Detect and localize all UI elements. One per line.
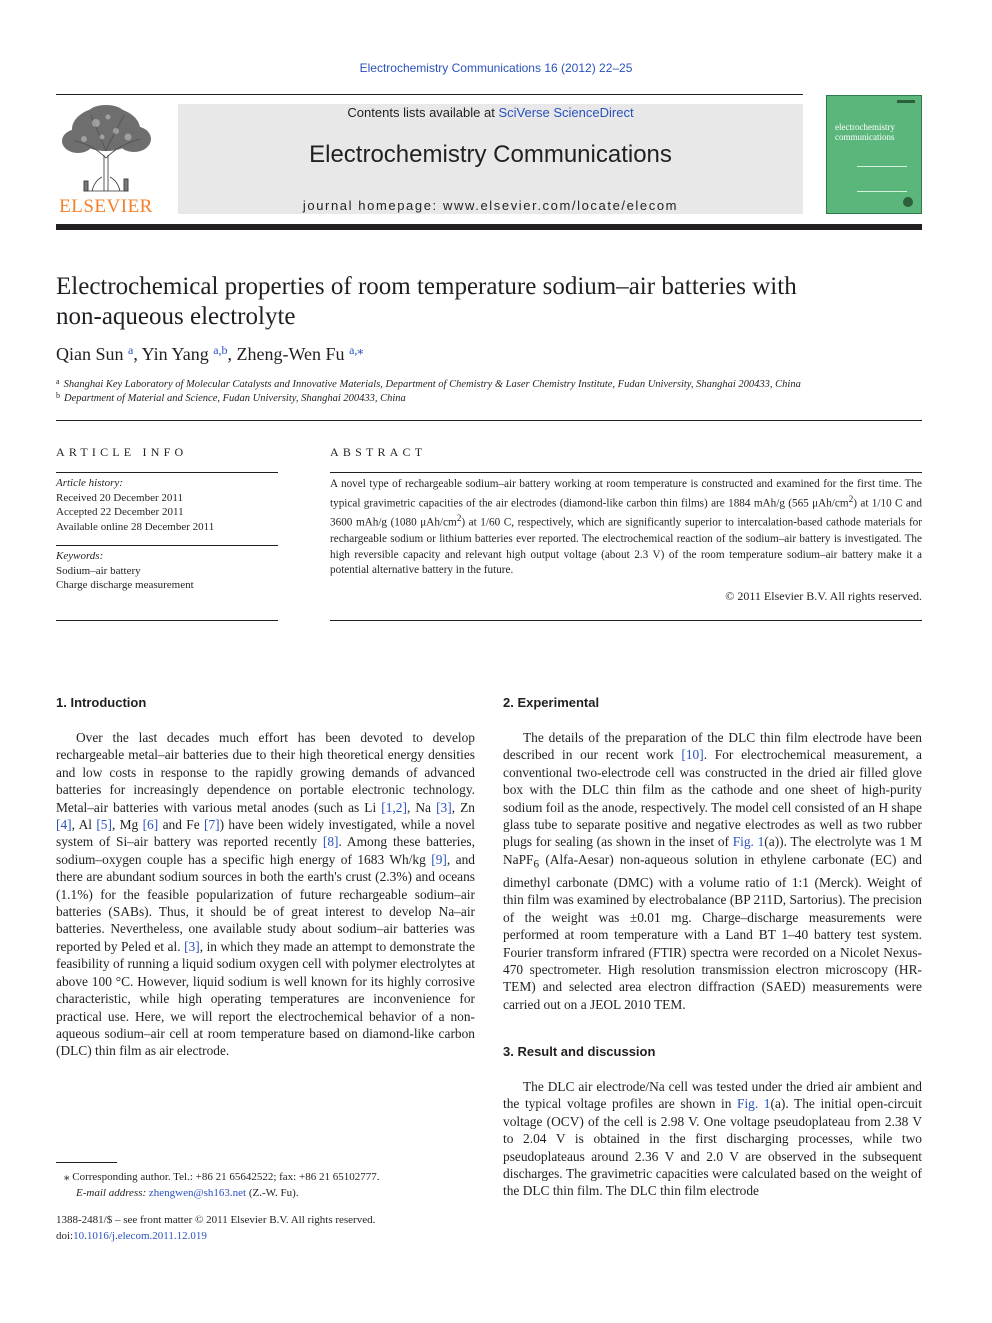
experimental-paragraph [503, 729, 922, 1013]
superscript: 2 [456, 514, 462, 525]
journal-homepage [178, 198, 803, 213]
front-matter-text: 1388-2481/$ – see front matter © 2011 Elsevier B.V. All rights reserved. [56, 1214, 376, 1226]
front-matter [56, 1213, 475, 1244]
section-heading-introduction: 1. Introduction [56, 695, 147, 710]
body-text: , in which they made an attempt to demonstrate the feasibility of running a liquid sodium oxygen cell with polymer electrolytes at above 100 °C. However, liquid sodium is well known for its highly corrosive characteristic, while high operating temperatures are inconvenience for practical use. Here, we will report the electrochemical behavior of a non-aqueous sodium–air cell at room temperature based on diamond-like carbon (DLC) thin film as air electrode. [56, 938, 476, 1059]
received-date: Received 20 December 2011 [56, 491, 183, 504]
body-text: The DLC air electrode/Na cell was tested under the dried air ambient and the typical voltage profiles are shown in [503, 1079, 922, 1112]
journal-title: Electrochemistry Communications [309, 141, 672, 168]
section-heading-results: 3. Result and discussion [503, 1044, 656, 1059]
citation-link[interactable]: [4] [56, 817, 72, 833]
body-text: (a). The initial open-circuit voltage (OCV) of the cell is 2.98 V. One voltage pseudoplateau from 2.38 V to 2.04 V is obtained in the first discharging processes, while two pseudoplateaus around 2.36 V and 2.0 V are observed in the subsequent discharges. The gravimetric capacities were calculated based on the weight of the DLC thin film. The DLC thin film electrode [503, 1096, 922, 1199]
author-affiliation-sup[interactable]: a [128, 343, 134, 357]
accepted-date: Accepted 22 December 2011 [56, 506, 184, 518]
citation-link[interactable]: [7] [203, 817, 220, 833]
citation-link[interactable]: [3] [184, 938, 200, 954]
footnote-text: (Z.-W. Fu). [246, 1186, 299, 1199]
body-text: (Alfa-Aesar) non-aqueous solution in ethylene carbonate (EC) and dimethyl carbonate (DMC) with a volume ratio of 1:1 (Merck). Weight of thin film was examined by electrobalance (BP 211D, Sartorius). The precision of the weight was ±0.01 mg. Charge–discharge measurements were performed at room temperature with a Land BT 1–40 battery test system. Fourier transform infrared (FTIR) spectra were recorded on a Nicolet Nexus-470 spectrometer. High resolution transmission electron microscopy (HR-TEM) and selected area electron diffraction (SAED) measurements were carried out on a JEOL 2010 TEM. [503, 851, 922, 1012]
results-paragraph [503, 1078, 922, 1200]
keyword: Sodium–air battery [56, 564, 141, 577]
elsevier-wordmark: ELSEVIER [59, 196, 153, 217]
figure-link[interactable]: Fig. 1 [732, 834, 765, 850]
affiliation-label: a [56, 377, 60, 386]
cover-seal-icon [903, 197, 913, 207]
citation-link[interactable]: [6] [142, 817, 159, 833]
info-rule [56, 472, 278, 473]
top-rule [56, 94, 803, 95]
footnote-text: Corresponding author. Tel.: +86 21 65642522; fax: +86 21 65102777. [69, 1171, 380, 1183]
email-label: E-mail address: [76, 1186, 149, 1199]
abstract-rule [330, 472, 922, 473]
body-text: (a)). The electrolyte was 1 M NaPF [503, 834, 922, 867]
journal-cover-image[interactable] [826, 95, 922, 214]
elsevier-tree-icon [56, 103, 156, 195]
author-affiliation-sup[interactable]: a,b [213, 343, 228, 357]
citation-link[interactable]: [9] [431, 851, 447, 867]
corresponding-author-footnote [56, 1170, 475, 1201]
citation-link[interactable]: [10] [681, 747, 704, 763]
abstract-text-part: ) at 1/60 C, respectively, which are significantly superior to intercalation-based cathode materials for rechargeable sodium or lithium batteries ever reported. The electrochemical reaction of the sodium–air battery is investigated. The high reversible capacity and relevant high output voltage (about 2.3 V) of the room temperature sodium–air battery make it a potential alternative battery in the future. [330, 517, 923, 577]
affiliation-text: Department of Material and Science, Fudan University, Shanghai 200433, China [64, 393, 406, 404]
body-text: , Mg [111, 817, 143, 833]
contents-line [178, 105, 803, 120]
affiliation-b [56, 391, 926, 404]
footnote-rule [56, 1162, 117, 1163]
author-affiliation-sup[interactable]: a,⁎ [349, 343, 364, 357]
abstract-heading: ABSTRACT [330, 445, 427, 459]
info-rule [56, 545, 278, 546]
affiliation-a [56, 377, 926, 390]
body-text: , and there are abundant sodium sources in both the earth's crust (2.3%) and oceans (1.1%) for the feasible popularization of future rechargeable sodium–air batteries (SABs). Thus, it should be of great interest to develop Na–air batteries. Nevertheless, one available study about sodium–air batteries was reported by Peled et al. [56, 851, 475, 954]
citation-link[interactable]: [3] [436, 799, 452, 815]
homepage-url-link[interactable]: www.elsevier.com/locate/elecom [442, 198, 679, 213]
author-name[interactable]: Yin Yang [141, 344, 209, 364]
author-list: Qian Sun $^a$, Yin Yang $^{a,b}$, Zheng-Wen Fu $^{a,⁎}$ [56, 343, 364, 364]
body-text: . For electrochemical measurement, a conventional two-electrode cell was constructed in the dried air filled glove box with the DLC thin film as the cathode and one sheet of high-purity sodium foil as the anode, respectively. The model cell consisted of an H shape glass tube to separate positive and negative electrodes as well as two rubber plugs for sealing (as shown in the inset of [503, 747, 922, 850]
doi-label: doi: [56, 1229, 74, 1242]
subscript: 6 [533, 858, 540, 871]
citation-link[interactable]: [8] [322, 834, 339, 850]
body-text: The details of the preparation of the DLC thin film electrode have been described in our recent work [503, 730, 922, 763]
body-text: , Na [406, 799, 437, 815]
journal-reference-link[interactable]: Electrochemistry Communications 16 (2012) 22–25 [359, 61, 633, 75]
abstract-text-part: ) at 1/10 C and 3600 mAh/g (1080 μAh/cm [330, 497, 922, 530]
affiliation-label: b [56, 391, 60, 400]
contents-prefix: Contents lists available at [347, 105, 499, 120]
cover-lines [857, 166, 907, 192]
footnote-marker: ⁎ [64, 1171, 70, 1183]
article-title [56, 272, 926, 332]
abstract-body [330, 477, 922, 579]
article-history [56, 476, 278, 534]
affiliation-text: Shanghai Key Laboratory of Molecular Catalysts and Innovative Materials, Department of Chemistry & Laser Chemistry Institute, Fudan University, Shanghai 200433, China [63, 379, 801, 390]
author-name[interactable]: Zheng-Wen Fu [236, 344, 345, 364]
keywords [56, 549, 278, 593]
abstract-rule [330, 620, 922, 621]
superscript: 2 [848, 494, 854, 505]
figure-link[interactable]: Fig. 1 [737, 1096, 771, 1112]
title-block-rule [56, 420, 922, 421]
doi-link[interactable]: 10.1016/j.elecom.2011.12.019 [73, 1229, 207, 1242]
citation-link[interactable]: [5] [96, 817, 112, 833]
body-text: ) have been widely investigated, while a novel system of Si–air battery was reported recently [56, 817, 475, 850]
body-text: , Al [71, 817, 97, 833]
article-title-line-2: non-aqueous electrolyte [56, 303, 296, 330]
author-name[interactable]: Qian Sun [56, 344, 124, 364]
body-text: , Zn [451, 799, 475, 815]
elsevier-logo [56, 103, 156, 215]
cover-title: electrochemistry communications [835, 122, 895, 142]
article-info-heading: ARTICLE INFO [56, 445, 188, 459]
citation-link[interactable]: [1,2] [381, 799, 407, 815]
section-heading-experimental: 2. Experimental [503, 695, 600, 710]
body-text: Over the last decades much effort has been devoted to develop rechargeable metal–air batteries due to their high theoretical energy densities and low costs in response to the rapidly growing demands of advanced batteries for increasingly dependence on portable electronic technology. Metal–air batteries with various metal anodes (such as Li [56, 730, 475, 815]
keyword: Charge discharge measurement [56, 579, 194, 591]
body-text: and Fe [158, 817, 204, 833]
body-text: . Among these batteries, sodium–oxygen couple has a specific high energy of 1683 Wh/kg [56, 834, 475, 867]
article-title-line-1: Electrochemical properties of room temperature sodium–air batteries with [56, 273, 797, 300]
introduction-paragraph [56, 729, 475, 1060]
abstract-copyright: © 2011 Elsevier B.V. All rights reserved. [725, 589, 922, 603]
cover-top-bar [897, 100, 915, 103]
history-label: Article history: [56, 477, 123, 489]
sciencedirect-link[interactable]: SciVerse ScienceDirect [498, 105, 634, 120]
homepage-prefix: journal homepage: [302, 198, 443, 213]
header-thick-rule [56, 224, 922, 230]
info-rule [56, 620, 278, 621]
keywords-label: Keywords: [56, 550, 104, 562]
online-date: Available online 28 December 2011 [56, 520, 215, 533]
abstract-text-part: A novel type of rechargeable sodium–air battery working at room temperature is constructed and examined for the first time. The typical gravimetric capacities of the air electrodes (diamond-like carbon thin films) are 1884 mAh/g (565 μAh/cm [330, 478, 922, 510]
email-link[interactable]: zhengwen@sh163.net [148, 1186, 247, 1199]
